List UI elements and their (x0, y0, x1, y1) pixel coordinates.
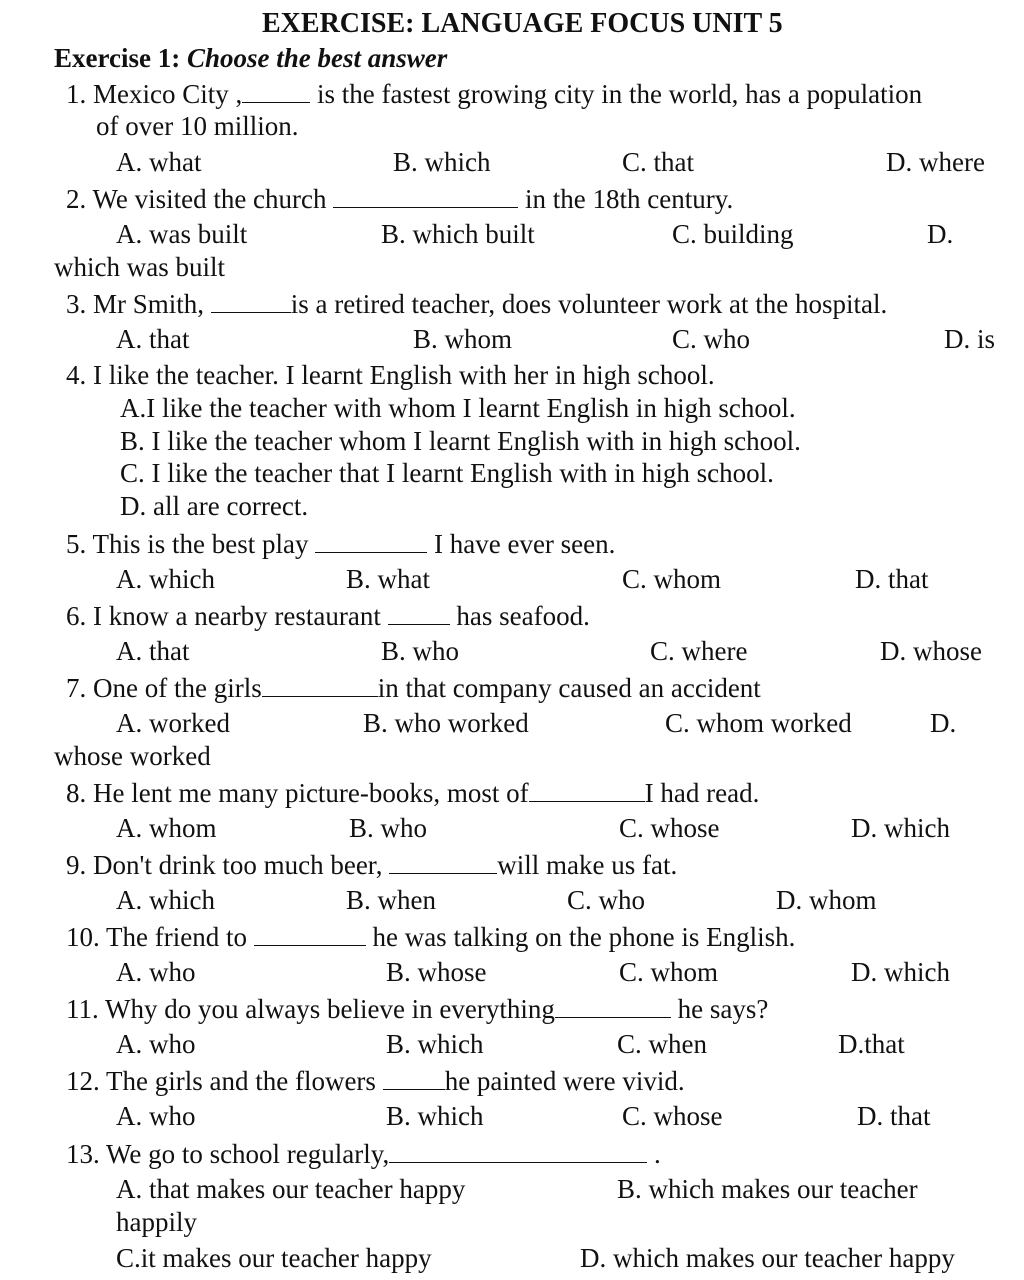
q12-option-d[interactable]: D. that (857, 1101, 931, 1131)
answer-blank-9[interactable] (389, 851, 497, 874)
q8-option-d[interactable]: D. which (851, 813, 950, 843)
q11-option-c[interactable]: C. when (617, 1029, 707, 1059)
q11-option-b[interactable]: B. which (386, 1029, 484, 1059)
question-1 (66, 80, 922, 108)
q12-option-a[interactable]: A. who (116, 1101, 196, 1131)
question-10-pre: 10. The friend to (66, 922, 247, 952)
q4-option-a[interactable]: A.I like the teacher with whom I learnt English in high school. (120, 393, 796, 423)
q7-option-d-continued[interactable]: whose worked (54, 741, 211, 771)
q9-option-c[interactable]: C. who (567, 885, 646, 915)
q10-option-b[interactable]: B. whose (386, 957, 487, 987)
q3-option-d[interactable]: D. is (944, 324, 996, 354)
question-6 (66, 602, 590, 630)
question-3 (66, 290, 887, 318)
question-8-pre: 8. He lent me many picture-books, most of (66, 778, 529, 808)
q6-option-a[interactable]: A. that (116, 636, 190, 666)
question-2-post: in the 18th century. (525, 184, 734, 214)
q13-option-d[interactable]: D. which makes our teacher happy (580, 1243, 955, 1273)
q11-option-a[interactable]: A. who (116, 1029, 196, 1059)
answer-blank-8[interactable] (529, 779, 645, 802)
question-9-pre: 9. Don't drink too much beer, (66, 850, 383, 880)
answer-blank-5[interactable] (315, 530, 427, 553)
question-12-pre: 12. The girls and the flowers (66, 1066, 376, 1096)
exercise-instruction: Choose the best answer (186, 43, 448, 73)
answer-blank-1[interactable] (242, 80, 310, 103)
question-2 (66, 185, 733, 213)
q8-option-b[interactable]: B. who (349, 813, 428, 843)
question-8-post: I had read. (644, 778, 760, 808)
q9-option-a[interactable]: A. which (116, 885, 215, 915)
answer-blank-11[interactable] (555, 995, 671, 1018)
question-7 (66, 674, 761, 702)
answer-blank-13[interactable] (389, 1140, 647, 1163)
question-3-post: is a retired teacher, does volunteer work at the hospital. (290, 289, 888, 319)
question-6-post: has seafood. (456, 601, 590, 631)
q1-option-a[interactable]: A. what (116, 147, 202, 177)
q13-option-b[interactable]: B. which makes our teacher (617, 1174, 918, 1204)
q6-option-b[interactable]: B. who (381, 636, 460, 666)
question-3-pre: 3. Mr Smith, (66, 289, 205, 319)
q3-option-c[interactable]: C. who (672, 324, 751, 354)
question-1-post: is the fastest growing city in the world, has a population (317, 79, 923, 109)
q9-option-d[interactable]: D. whom (776, 885, 877, 915)
exercise-heading (54, 45, 447, 72)
answer-blank-2[interactable] (333, 185, 518, 208)
question-11 (66, 995, 768, 1023)
q10-option-d[interactable]: D. which (851, 957, 950, 987)
q7-option-a[interactable]: A. worked (116, 708, 230, 738)
q1-option-d[interactable]: D. where (886, 147, 985, 177)
question-1-continued: of over 10 million. (96, 111, 299, 141)
q4-option-b[interactable]: B. I like the teacher whom I learnt English with in high school. (120, 426, 801, 456)
question-9 (66, 851, 677, 879)
q8-option-c[interactable]: C. whose (619, 813, 720, 843)
q2-option-b[interactable]: B. which built (381, 219, 535, 249)
question-13-post: . (654, 1139, 661, 1169)
question-4-stem: 4. I like the teacher. I learnt English with her in high school. (66, 360, 715, 390)
q3-option-b[interactable]: B. whom (413, 324, 513, 354)
question-2-pre: 2. We visited the church (66, 184, 327, 214)
q12-option-c[interactable]: C. whose (622, 1101, 723, 1131)
q5-option-a[interactable]: A. which (116, 564, 215, 594)
q3-option-a[interactable]: A. that (116, 324, 190, 354)
question-11-post: he says? (677, 994, 769, 1024)
q2-option-a[interactable]: A. was built (116, 219, 248, 249)
q2-option-c[interactable]: C. building (672, 219, 794, 249)
q10-option-a[interactable]: A. who (116, 957, 196, 987)
q5-option-d[interactable]: D. that (855, 564, 929, 594)
answer-blank-12[interactable] (383, 1067, 445, 1090)
question-1-pre: 1. Mexico City , (66, 79, 243, 109)
question-9-post: will make us fat. (497, 850, 678, 880)
q13-option-c[interactable]: C.it makes our teacher happy (116, 1243, 432, 1273)
question-7-pre: 7. One of the girls (66, 673, 262, 703)
exercise-label: Exercise 1: (54, 43, 181, 73)
q2-option-d[interactable]: D. (927, 219, 954, 249)
question-6-pre: 6. I know a nearby restaurant (66, 601, 381, 631)
q9-option-b[interactable]: B. when (346, 885, 436, 915)
page-title: EXERCISE: LANGUAGE FOCUS UNIT 5 (262, 8, 783, 39)
question-12-post: he painted were vivid. (444, 1066, 685, 1096)
q6-option-d[interactable]: D. whose (880, 636, 982, 666)
question-13 (66, 1140, 661, 1168)
q11-option-d[interactable]: D.that (838, 1029, 905, 1059)
q13-option-a[interactable]: A. that makes our teacher happy (116, 1174, 466, 1204)
q13-option-b-continued[interactable]: happily (116, 1207, 197, 1237)
question-11-pre: 11. Why do you always believe in everything (66, 994, 555, 1024)
answer-blank-10[interactable] (254, 923, 366, 946)
q2-option-d-continued[interactable]: which was built (54, 252, 225, 282)
question-13-pre: 13. We go to school regularly, (66, 1139, 390, 1169)
q10-option-c[interactable]: C. whom (619, 957, 719, 987)
answer-blank-3[interactable] (211, 290, 291, 313)
q1-option-b[interactable]: B. which (393, 147, 491, 177)
q12-option-b[interactable]: B. which (386, 1101, 484, 1131)
question-10-post: he was talking on the phone is English. (372, 922, 796, 952)
q7-option-c[interactable]: C. whom worked (665, 708, 852, 738)
q7-option-b[interactable]: B. who worked (363, 708, 529, 738)
q6-option-c[interactable]: C. where (650, 636, 748, 666)
question-8 (66, 779, 759, 807)
question-12 (66, 1067, 685, 1095)
q5-option-b[interactable]: B. what (346, 564, 430, 594)
answer-blank-6[interactable] (388, 602, 450, 625)
question-10 (66, 923, 795, 951)
question-5-pre: 5. This is the best play (66, 529, 309, 559)
q5-option-c[interactable]: C. whom (622, 564, 722, 594)
q1-option-c[interactable]: C. that (622, 147, 694, 177)
q4-option-d[interactable]: D. all are correct. (120, 491, 309, 521)
question-5 (66, 530, 615, 558)
answer-blank-7[interactable] (262, 674, 378, 697)
question-5-post: I have ever seen. (434, 529, 616, 559)
q8-option-a[interactable]: A. whom (116, 813, 217, 843)
question-7-post: in that company caused an accident (377, 673, 761, 703)
q4-option-c[interactable]: C. I like the teacher that I learnt English with in high school. (120, 458, 774, 488)
q7-option-d[interactable]: D. (930, 708, 957, 738)
